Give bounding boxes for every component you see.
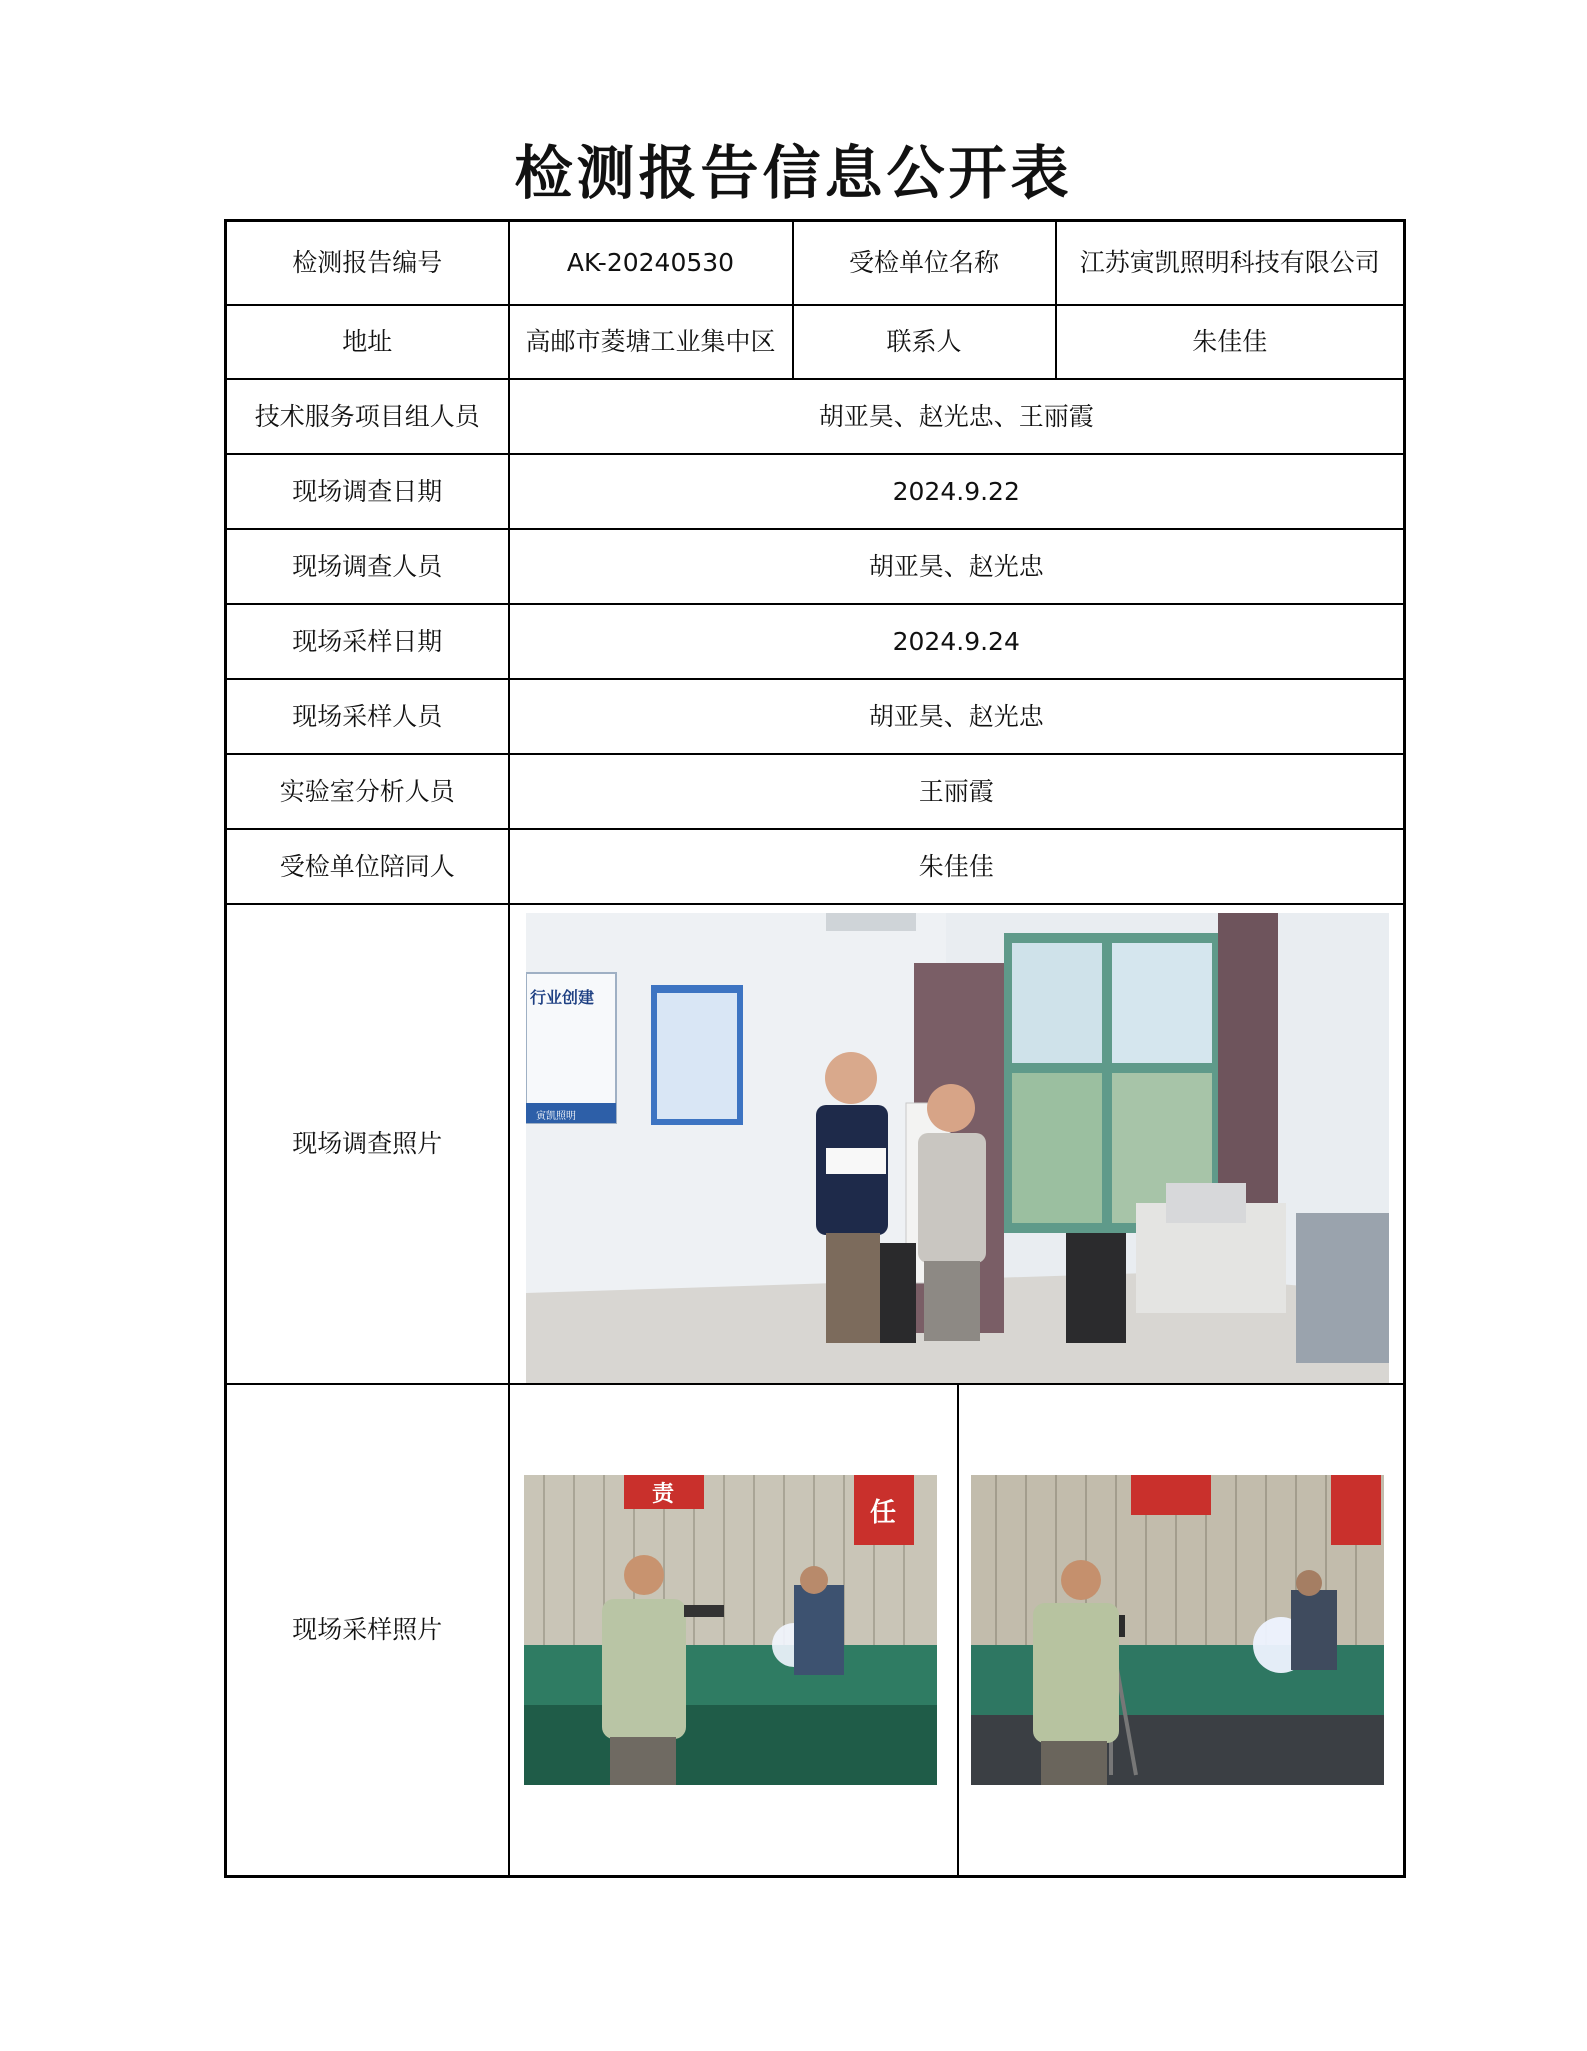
- lab-staff-value: 王丽霞: [509, 754, 1405, 829]
- page-title: 检测报告信息公开表: [514, 139, 1073, 207]
- table-row: [226, 904, 1405, 1384]
- table-row: [226, 829, 1405, 904]
- table-row: [226, 379, 1405, 454]
- table-row: [226, 529, 1405, 604]
- table-row: [226, 754, 1405, 829]
- table-row: [226, 679, 1405, 754]
- table-row: [226, 604, 1405, 679]
- sampling-staff-value: 胡亚昊、赵光忠: [509, 679, 1405, 754]
- survey-staff-label: 现场调查人员: [226, 529, 509, 604]
- unit-name-value: 江苏寅凯照明科技有限公司: [1056, 221, 1405, 306]
- survey-poster-footer: 寅凯照明: [535, 1111, 576, 1122]
- escort-label: 受检单位陪同人: [226, 829, 509, 904]
- team-label: 技术服务项目组人员: [226, 379, 509, 454]
- report-table: [224, 219, 1406, 1878]
- team-value: 胡亚昊、赵光忠、王丽霞: [509, 379, 1405, 454]
- survey-photo-cell: [509, 904, 1405, 1384]
- survey-date-label: 现场调查日期: [226, 454, 509, 529]
- report-no-label: 检测报告编号: [226, 221, 509, 306]
- report-no-value: AK-20240530: [509, 221, 793, 306]
- escort-value: 朱佳佳: [509, 829, 1405, 904]
- survey-photo-label: 现场调查照片: [226, 904, 509, 1384]
- address-label: 地址: [226, 305, 509, 379]
- survey-staff-value: 胡亚昊、赵光忠: [509, 529, 1405, 604]
- contact-label: 联系人: [793, 305, 1056, 379]
- table-row: [226, 1384, 1405, 1877]
- sampling-photo-cell: [509, 1384, 1405, 1877]
- sampling-date-label: 现场采样日期: [226, 604, 509, 679]
- unit-name-label: 受检单位名称: [793, 221, 1056, 306]
- table-row: [226, 305, 1405, 379]
- survey-photo: [526, 913, 1389, 1384]
- sampling-banner-right: 任: [869, 1498, 896, 1528]
- sampling-photo-label: 现场采样照片: [226, 1384, 509, 1877]
- contact-value: 朱佳佳: [1056, 305, 1405, 379]
- table-row: [226, 221, 1405, 306]
- sampling-photo-left: [524, 1475, 937, 1785]
- address-value: 高邮市菱塘工业集中区: [509, 305, 793, 379]
- survey-date-value: 2024.9.22: [509, 454, 1405, 529]
- sampling-banner-left: 责: [651, 1482, 674, 1507]
- survey-poster-text: 行业创建: [529, 988, 594, 1007]
- table-row: [226, 454, 1405, 529]
- lab-staff-label: 实验室分析人员: [226, 754, 509, 829]
- photo-divider: [957, 1385, 959, 1875]
- sampling-photo-right: [971, 1475, 1384, 1785]
- sampling-staff-label: 现场采样人员: [226, 679, 509, 754]
- sampling-date-value: 2024.9.24: [509, 604, 1405, 679]
